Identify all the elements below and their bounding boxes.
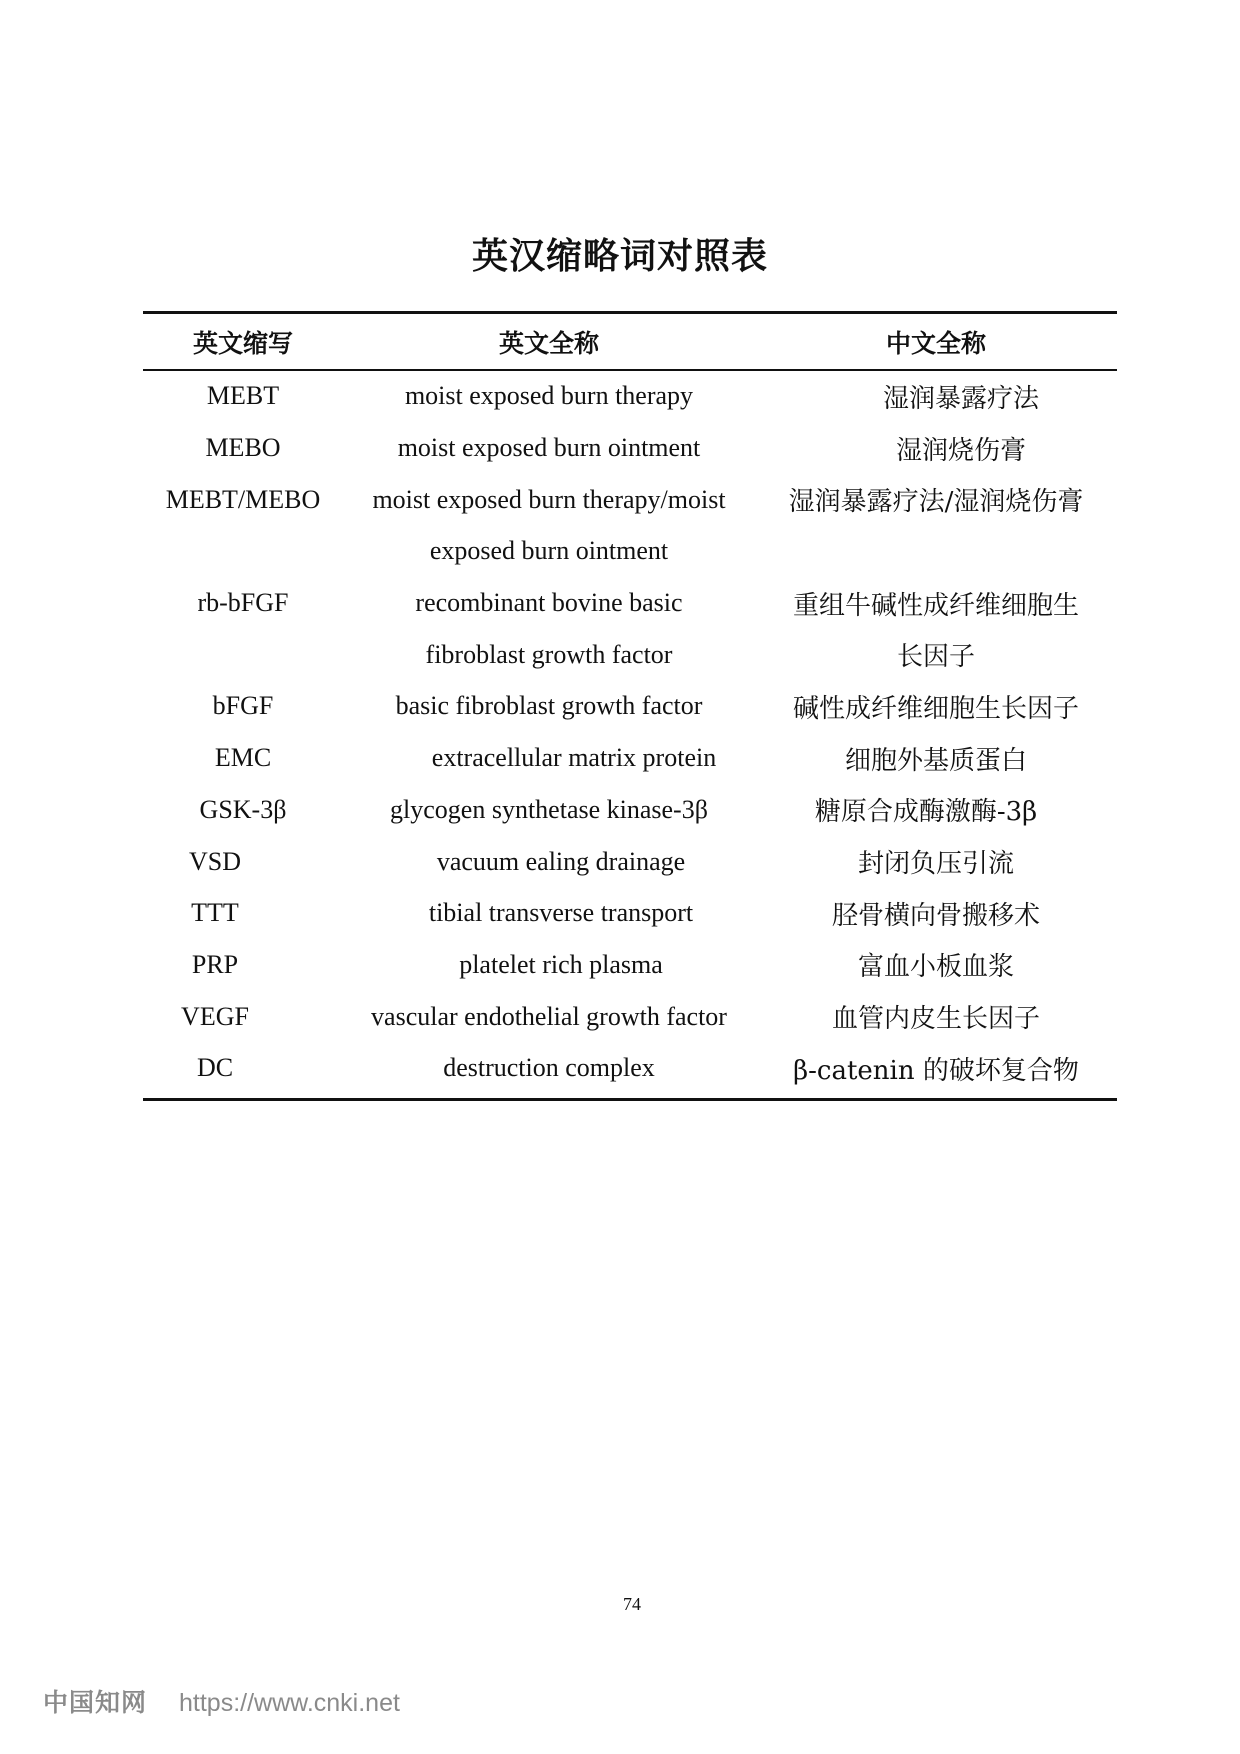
table-row	[143, 784, 1117, 836]
abbreviation-cell: bFGF	[212, 691, 274, 721]
abbreviation-table	[143, 311, 1117, 1101]
english-name-cell: glycogen synthetase kinase-3β	[390, 794, 708, 824]
table-row	[143, 371, 1117, 423]
english-name-cell: moist exposed burn therapy/moist	[372, 484, 726, 514]
abbreviation-cell: rb-bFGF	[197, 588, 289, 618]
english-name-cell: destruction complex	[443, 1053, 655, 1083]
chinese-name-cell: 血管内皮生长因子	[831, 1004, 1040, 1035]
table-row	[143, 629, 1117, 681]
page-title: 英汉缩略词对照表	[471, 236, 768, 277]
header-english-full-name: 英文全称	[498, 328, 599, 358]
abbreviation-cell	[143, 629, 343, 681]
chinese-name-cell: 长因子	[896, 642, 975, 673]
chinese-name-cell: 重组牛碱性成纤维细胞生	[792, 590, 1079, 621]
abbreviation-cell: MEBT/MEBO	[165, 484, 321, 514]
chinese-name-cell: 湿润暴露疗法	[882, 383, 1039, 414]
abbreviation-cell: MEBO	[205, 433, 281, 463]
english-name-cell: vascular endothelial growth factor	[371, 1001, 727, 1031]
table-row	[143, 732, 1117, 784]
chinese-name-cell: 封闭负压引流	[857, 849, 1014, 880]
english-name-cell: vacuum ealing drainage	[436, 846, 686, 876]
abbreviation-cell: PRP	[191, 949, 239, 979]
footer-url: https://www.cnki.net	[179, 1689, 400, 1717]
table-row	[143, 526, 1117, 578]
header-abbreviation: 英文缩写	[192, 328, 293, 358]
english-name-cell: fibroblast growth factor	[425, 639, 673, 669]
abbreviation-cell: TTT	[191, 898, 239, 928]
table-row	[143, 474, 1117, 526]
table-row	[143, 681, 1117, 733]
abbreviation-cell: DC	[196, 1053, 234, 1083]
english-name-cell: recombinant bovine basic	[415, 588, 683, 618]
page-number: 74	[623, 1594, 641, 1614]
chinese-name-cell: 碱性成纤维细胞生长因子	[792, 693, 1079, 724]
chinese-name-cell: 糖原合成酶激酶-3β	[814, 797, 1038, 828]
english-name-cell: platelet rich plasma	[459, 949, 663, 979]
abbreviation-cell: MEBT	[206, 381, 280, 411]
chinese-name-cell: β-catenin 的破坏复合物	[793, 1055, 1079, 1086]
abbreviation-cell: EMC	[214, 743, 272, 773]
table-row	[143, 422, 1117, 474]
table-row	[143, 836, 1117, 888]
table-row	[143, 939, 1117, 991]
table-row	[143, 577, 1117, 629]
table-row	[143, 991, 1117, 1043]
table-row	[143, 1042, 1117, 1094]
footer-watermark	[43, 1683, 400, 1719]
english-name-cell: moist exposed burn ointment	[397, 433, 701, 463]
header-chinese-full-name: 中文全称	[885, 328, 986, 358]
english-name-cell: extracellular matrix protein	[431, 743, 717, 773]
chinese-name-cell	[755, 526, 1117, 578]
table-header-row	[143, 314, 1117, 369]
abbreviation-cell: GSK-3β	[199, 794, 287, 824]
chinese-name-cell: 湿润烧伤膏	[895, 435, 1026, 466]
chinese-name-cell: 细胞外基质蛋白	[844, 745, 1027, 776]
chinese-name-cell: 胫骨横向骨搬移术	[831, 900, 1040, 931]
english-name-cell: moist exposed burn therapy	[404, 381, 694, 411]
english-name-cell: exposed burn ointment	[429, 536, 669, 566]
abbreviation-cell: VEGF	[181, 1001, 249, 1031]
abbreviation-cell	[143, 526, 343, 578]
abbreviation-cell: VSD	[188, 846, 241, 876]
chinese-name-cell: 湿润暴露疗法/湿润烧伤膏	[788, 487, 1084, 518]
table-row	[143, 887, 1117, 939]
english-name-cell: tibial transverse transport	[428, 898, 694, 928]
footer-brand: 中国知网	[43, 1688, 148, 1717]
english-name-cell: basic fibroblast growth factor	[395, 691, 703, 721]
table-bottom-rule	[143, 1098, 1117, 1101]
chinese-name-cell: 富血小板血浆	[857, 952, 1014, 983]
